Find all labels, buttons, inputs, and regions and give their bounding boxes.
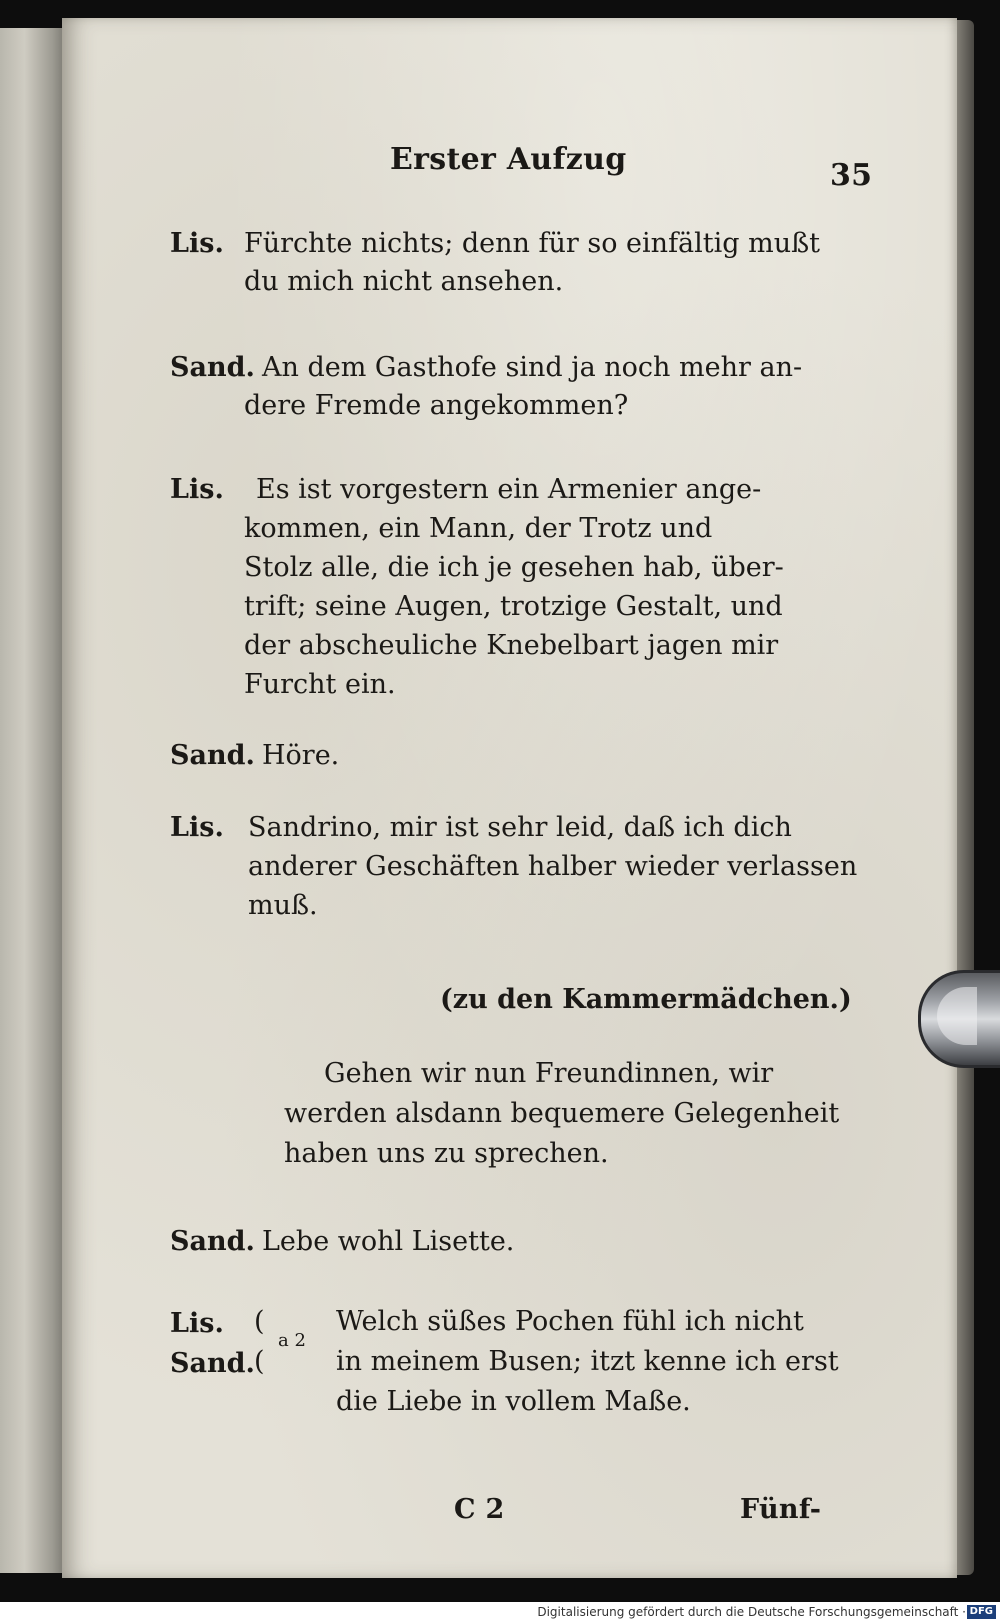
dialogue-line: anderer Geschäften halber wieder verlassen	[248, 851, 858, 882]
speaker-label: Sand.	[170, 1226, 255, 1257]
stage-direction: (zu den Kammermädchen.)	[440, 984, 852, 1015]
speaker-label: Lis.	[170, 228, 224, 259]
dialogue-line: Stolz alle, die ich je gesehen hab, über-	[244, 552, 784, 583]
credit-text: Digitalisierung gefördert durch die Deutsche Forschungsgemeinschaft ·	[537, 1605, 966, 1619]
duet-bracket: (	[254, 1346, 265, 1377]
speaker-label: Lis.	[170, 812, 224, 843]
aside-line: haben uns zu sprechen.	[284, 1138, 609, 1169]
signature-mark: C 2	[454, 1494, 505, 1525]
dialogue-line: trift; seine Augen, trotzige Gestalt, und	[244, 591, 783, 622]
dialogue-line: Sandrino, mir ist sehr leid, daß ich dich	[248, 812, 792, 843]
dialogue-line: Höre.	[262, 740, 340, 771]
speaker-label: Lis.	[170, 474, 224, 505]
dialogue-line: muß.	[248, 890, 318, 921]
duet-bracket: (	[254, 1306, 265, 1337]
dialogue-line: An dem Gasthofe sind ja noch mehr an-	[262, 352, 803, 383]
dialogue-line: Furcht ein.	[244, 669, 396, 700]
binder-clip	[918, 970, 1000, 1068]
dialogue-line: dere Fremde angekommen?	[244, 390, 629, 421]
dialogue-line: Welch süßes Pochen fühl ich nicht	[336, 1306, 804, 1337]
duet-marker: a 2	[278, 1330, 306, 1351]
dialogue-line: die Liebe in vollem Maße.	[336, 1386, 691, 1417]
aside-line: Gehen wir nun Freundinnen, wir	[324, 1058, 774, 1089]
dialogue-line: du mich nicht ansehen.	[244, 266, 564, 297]
speaker-label: Sand.	[170, 1348, 255, 1379]
dialogue-line: Lebe wohl Lisette.	[262, 1226, 515, 1257]
speaker-label: Sand.	[170, 352, 255, 383]
dialogue-line: Fürchte nichts; denn für so einfältig mußt	[244, 228, 821, 259]
catchword: Fünf-	[740, 1494, 822, 1525]
dialogue-line: kommen, ein Mann, der Trotz und	[244, 513, 713, 544]
speaker-label: Lis.	[170, 1308, 224, 1339]
digitization-credit	[0, 1602, 1000, 1622]
dialogue-line: Es ist vorgestern ein Armenier ange-	[256, 474, 762, 505]
page-number: 35	[830, 158, 873, 193]
dialogue-line: in meinem Busen; itzt kenne ich erst	[336, 1346, 839, 1377]
dialogue-line: der abscheuliche Knebelbart jagen mir	[244, 630, 779, 661]
aside-line: werden alsdann bequemere Gelegenheit	[284, 1098, 840, 1129]
facing-page-edge	[0, 28, 70, 1573]
running-title: Erster Aufzug	[390, 142, 627, 177]
dfg-badge: DFG	[967, 1605, 996, 1619]
speaker-label: Sand.	[170, 740, 255, 771]
